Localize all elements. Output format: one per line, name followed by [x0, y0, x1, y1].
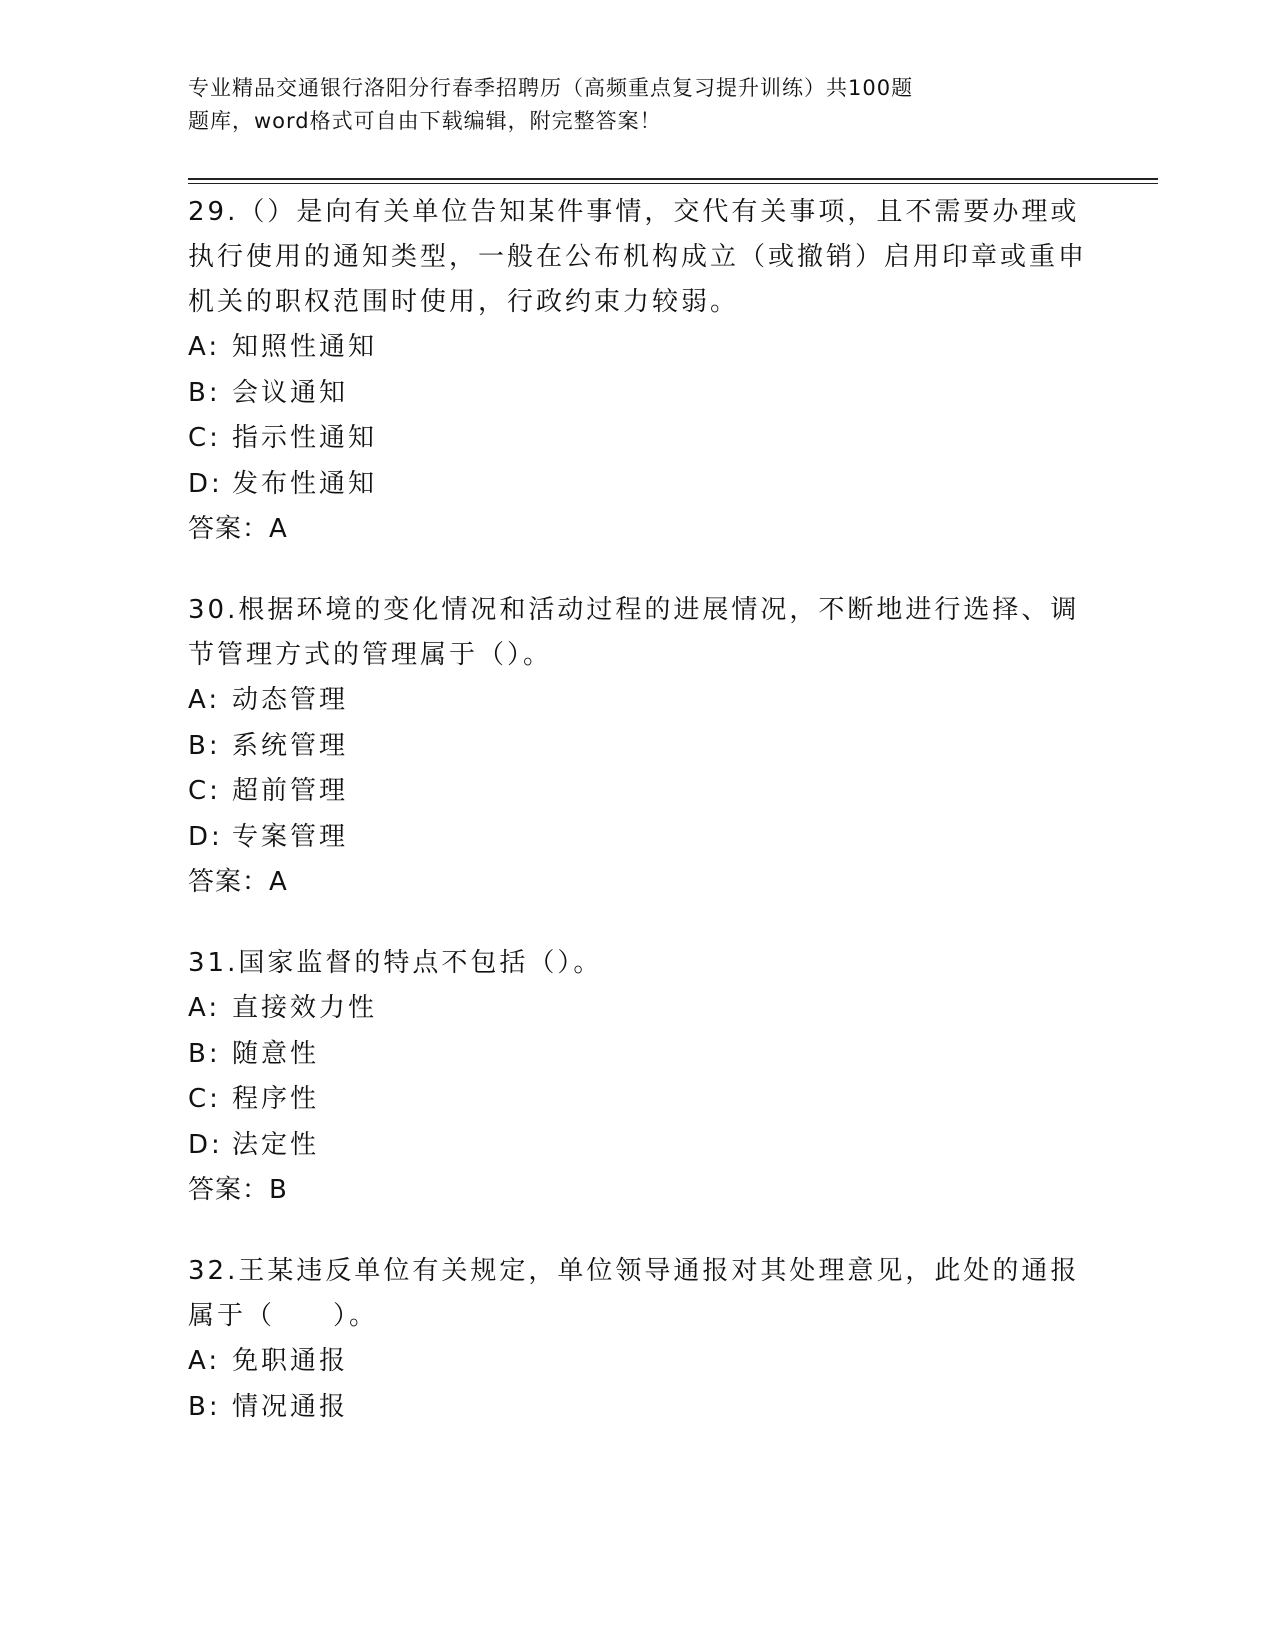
- option-letter: A:: [188, 332, 221, 362]
- option-text: 会议通知: [232, 377, 349, 408]
- answer-label: 答案：A: [188, 867, 288, 897]
- option-b: [188, 1032, 1108, 1078]
- header-line-2: 题库，word格式可自由下载编辑，附完整答案！: [188, 109, 662, 133]
- option-letter: B:: [188, 730, 221, 761]
- answer-label: 答案：B: [188, 1175, 288, 1205]
- option-letter: C:: [188, 423, 221, 453]
- option-b: [188, 724, 1108, 770]
- option-b: [188, 1385, 1108, 1431]
- header-divider-thin: [188, 183, 1158, 184]
- option-d: [188, 1123, 1108, 1169]
- option-letter: A:: [188, 1346, 221, 1376]
- option-text: 免职通报: [232, 1346, 349, 1376]
- option-text: 直接效力性: [232, 993, 378, 1023]
- option-letter: A:: [188, 685, 221, 715]
- question-32: [188, 1249, 1108, 1430]
- option-c: [188, 769, 1108, 815]
- option-text: 程序性: [232, 1084, 320, 1114]
- header-line-1: 专业精品交通银行洛阳分行春季招聘历（高频重点复习提升训练）共100题: [188, 76, 914, 100]
- option-letter: D:: [188, 468, 223, 499]
- question-text: 29.（）是向有关单位告知某件事情，交代有关事项，且不需要办理或执行使用的通知类型，一般在公布机构成立（或撤销）启用印章或重申机关的职权范围时使用，行政约束力较弱。: [188, 197, 1088, 317]
- option-text: 系统管理: [232, 730, 349, 761]
- option-letter: D:: [188, 821, 223, 852]
- question-text: 31.国家监督的特点不包括（）。: [188, 948, 603, 978]
- option-text: 发布性通知: [232, 468, 378, 499]
- option-letter: D:: [188, 1129, 223, 1160]
- option-text: 专案管理: [232, 821, 349, 852]
- option-letter: A:: [188, 993, 221, 1023]
- option-d: [188, 462, 1108, 508]
- option-a: [188, 1339, 1108, 1385]
- option-text: 随意性: [232, 1038, 320, 1069]
- question-31: [188, 941, 1108, 1213]
- option-text: 知照性通知: [232, 332, 378, 362]
- question-30: [188, 588, 1108, 905]
- option-letter: B:: [188, 1038, 221, 1069]
- question-29: [188, 190, 1108, 552]
- option-c: [188, 416, 1108, 462]
- option-letter: B:: [188, 1391, 221, 1422]
- answer-label: 答案：A: [188, 514, 288, 544]
- option-c: [188, 1077, 1108, 1123]
- option-d: [188, 815, 1108, 861]
- option-text: 动态管理: [232, 685, 349, 715]
- option-b: [188, 371, 1108, 417]
- option-text: 指示性通知: [232, 423, 378, 453]
- option-a: [188, 986, 1108, 1032]
- header-divider-thick: [188, 178, 1158, 180]
- document-header: [188, 72, 1088, 138]
- option-letter: B:: [188, 377, 221, 408]
- question-list: [188, 190, 1108, 1466]
- option-a: [188, 678, 1108, 724]
- question-text: 32.王某违反单位有关规定，单位领导通报对其处理意见，此处的通报属于（ ）。: [188, 1256, 1080, 1331]
- option-text: 法定性: [232, 1129, 320, 1160]
- option-letter: C:: [188, 776, 221, 806]
- option-text: 超前管理: [232, 776, 349, 806]
- option-a: [188, 325, 1108, 371]
- question-text: 30.根据环境的变化情况和活动过程的进展情况，不断地进行选择、调节管理方式的管理属于（）。: [188, 595, 1080, 670]
- option-letter: C:: [188, 1084, 221, 1114]
- option-text: 情况通报: [232, 1391, 349, 1422]
